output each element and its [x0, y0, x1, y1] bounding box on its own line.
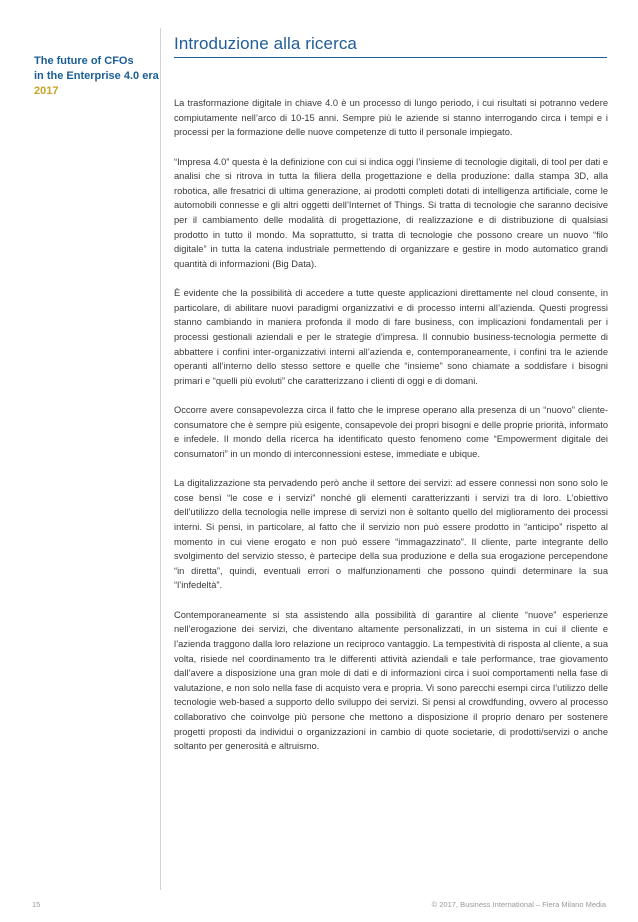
page-number: 15	[32, 900, 41, 909]
paragraph: È evidente che la possibilità di accedere a tutte queste applicazioni direttamente nel cloud consente, in particolare, di abilitare nuovi paradigmi organizzativi e di processo interni all’azienda. Questi progressi stanno cambiando in maniera profonda il modo di fare business, con implicazioni fondamentali per i processi gestionali aziendali e per le strategie d’impresa. Il connubio business-tecnologia permette di abbattere i confini inter-organizzativi interni all’azienda e, contemporaneamente, i confini tra le aziende operanti all’interno dello stesso settore e quelle che “insieme” sono chiamate a soddisfare i bisogni primari e “quelli più evoluti” che caratterizzano i clienti di oggi e di domani.	[174, 288, 608, 386]
paragraph: Contemporaneamente si sta assistendo alla possibilità di garantire al cliente “nuove” esperienze nell’erogazione dei servizi, che diventano altamente personalizzati, in un sistema in cui il cliente e l’azienda traggono dalla loro relazione un reciproco vantaggio. La tempestività di risposta al cliente, a sua volta, risiede nel coordinamento tra le differenti attività aziendali e tale performance, trae giovamento dall’avere a disposizione una gran mole di dati e di informazioni circa i suoi comportamenti nella fase di valutazione, e non solo nella fase di acquisto vera e propria. Vi sono parecchi esempi circa l’utilizzo delle tecnologie web-based a supporto dello sviluppo dei servizi. Si pensi al crowdfunding, ovvero al processo collaborativo che coinvolge più persone che mettono a disposizione il proprio denaro per sostenere progetti proposti da individui o organizzazioni in cambio di quote societarie, di prodotti/servizi o anche soltanto per generosità e altruismo.	[174, 609, 608, 752]
footer-copyright: © 2017, Business International – Fiera Milano Media	[431, 900, 606, 909]
page-title: Introduzione alla ricerca	[174, 34, 357, 53]
sidebar-title-line-2: in the Enterprise 4.0 era	[34, 70, 159, 82]
title-underline	[174, 57, 607, 58]
vertical-divider	[160, 28, 161, 890]
body-text	[174, 96, 608, 769]
sidebar-title-line-1: The future of CFOs	[34, 55, 134, 67]
sidebar-year: 2017	[34, 85, 59, 97]
paragraph: Occorre avere consapevolezza circa il fatto che le imprese operano alla presenza di un “nuovo” cliente-consumatore che è sempre più esigente, consapevole dei propri bisogni e delle proprie priorità, informato e infedele. Il mondo della ricerca ha identificato questo fenomeno come “Empowerment digitale dei consumatori” in un mondo di interconnessioni estese, immediate e ubique.	[174, 405, 608, 459]
paragraph: “Impresa 4.0” questa è la definizione con cui si indica oggi l’insieme di tecnologie digitali, di tool per dati e analisi che si ritrova in tutta la filiera della progettazione e della produzione: dalla stampa 3D, alla robotica, alle fresatrici di ultima generazione, ai prodotti completi dotati di intelligenza artificiale, come le automobili connesse e gli altri oggetti dell’Internet of Things. Si tratta di tecnologie che saranno decisive per il cambiamento delle modalità di progettazione, di realizzazione e di distribuzione di qualsiasi prodotto in tutto il mondo. Ma soprattutto, si tratta di tecnologie che possono creare un nuovo “filo digitale” in tutta la catena industriale permettendo di organizzare e gestire in modo automatico grandi quantità di informazioni (Big Data).	[174, 156, 608, 269]
sidebar-document-label	[34, 54, 159, 99]
paragraph: La digitalizzazione sta pervadendo però anche il settore dei servizi: ad essere connessi non sono solo le cose bensì “le cose e i servizi” nonché gli elementi caratterizzanti i servizi tra di loro. L’obiettivo dell’utilizzo della tecnologia nelle imprese di servizi non è soltanto quello del miglioramento dei processi interni. Si pensi, in particolare, al fatto che il servizio non può essere prodotto in “anticipo” rispetto al momento in cui viene erogato e non può essere “immagazzinato”. Il cliente, parte integrante dello svolgimento del servizio stesso, è partecipe della sua produzione e della sua erogazione percependone “in diretta”, quindi, eventuali errori o malfunzionamenti che possono quindi determinare la sua “l’infedeltà”.	[174, 478, 608, 591]
paragraph: La trasformazione digitale in chiave 4.0 è un processo di lungo periodo, i cui risultati si potranno vedere compiutamente nell’arco di 10-15 anni. Sempre più le aziende si stanno interrogando circa i tempi e i processi per la formazione delle nuove competenze di tutto il personale impiegato.	[174, 98, 608, 138]
